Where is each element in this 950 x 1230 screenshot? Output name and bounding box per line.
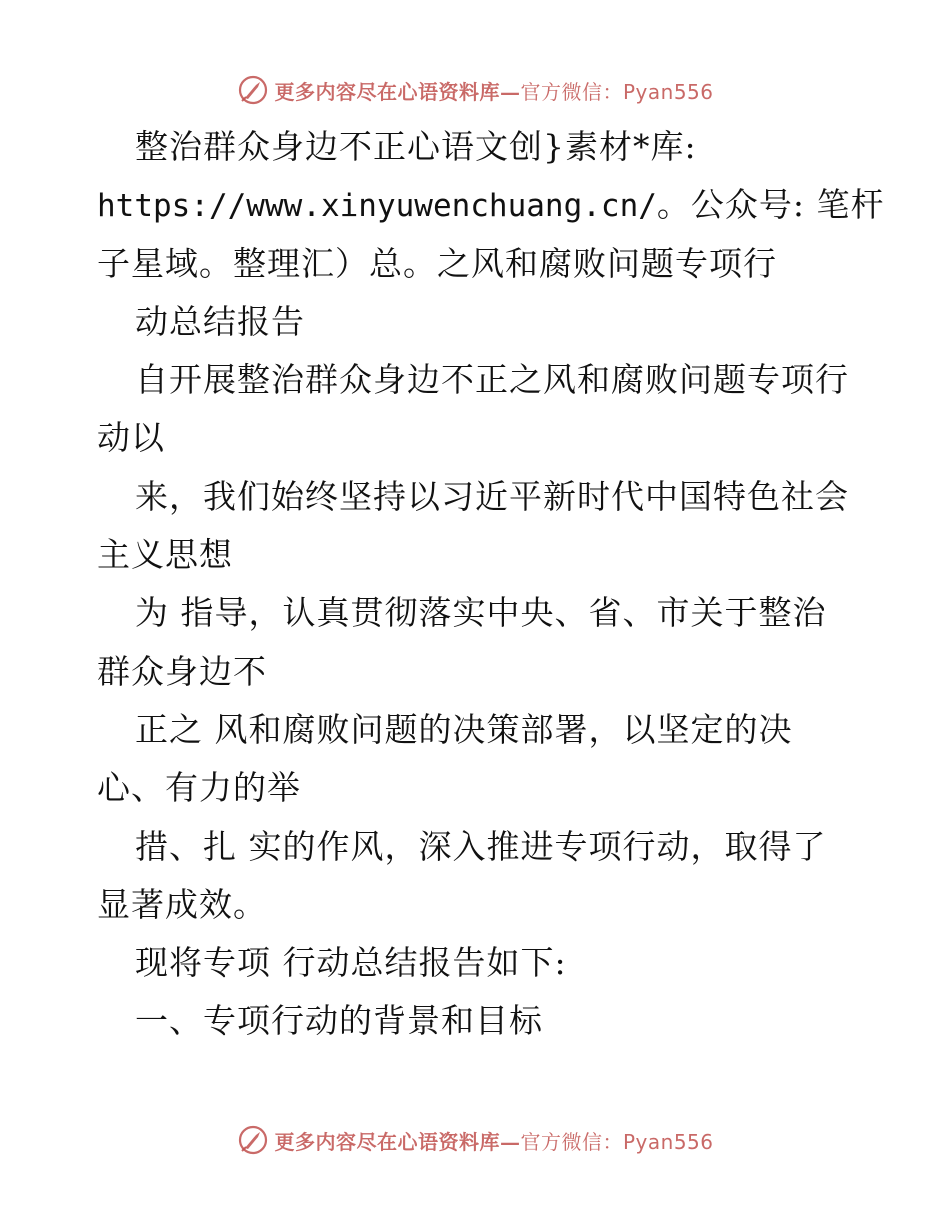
watermark-official: 官方微信： — [520, 79, 623, 104]
paragraph-line: 显著成效。 — [97, 884, 267, 924]
footer-watermark-banner — [0, 1120, 950, 1160]
watermark-dash: — — [499, 1129, 521, 1154]
watermark-dash: — — [499, 79, 521, 104]
paragraph-line: 动以 — [97, 418, 165, 458]
paragraph-line-url — [97, 176, 885, 234]
paragraph-line: 主义思想 — [97, 535, 233, 575]
watermark-official: 官方微信： — [520, 1129, 623, 1154]
quill-pen-logo-icon — [236, 1123, 270, 1157]
paragraph-line: 子星域。整理汇）总。之风和腐败问题专项行 — [97, 243, 777, 283]
header-watermark-banner — [0, 70, 950, 110]
paragraph-line: 措、扎 实的作风，深入推进专项行动，取得了 — [135, 826, 827, 866]
paragraph-line: 现将专项 行动总结报告如下: — [135, 943, 567, 983]
paragraph-line: 整治群众身边不正心语文创}素材*库: — [135, 127, 697, 166]
watermark-account: Pyan556 — [622, 1129, 714, 1154]
watermark-text — [274, 76, 713, 105]
watermark-text — [274, 1126, 713, 1155]
watermark-account: Pyan556 — [622, 79, 714, 104]
watermark-main: 更多内容尽在心语资料库 — [274, 79, 500, 104]
paragraph-line: 来，我们始终坚持以习近平新时代中国特色社会 — [135, 476, 849, 516]
paragraph-line: 心、有力的举 — [97, 768, 301, 808]
section-heading: 一、专项行动的背景和目标 — [135, 1001, 543, 1041]
paragraph-line: 群众身边不 — [97, 651, 267, 691]
paragraph-line: 正之 风和腐败问题的决策部署，以坚定的决 — [135, 709, 793, 749]
paragraph-line: 动总结报告 — [135, 301, 305, 341]
paragraph-line: 自开展整治群众身边不正之风和腐败问题专项行 — [135, 360, 849, 400]
document-body — [97, 118, 885, 1051]
paragraph-line: 为 指导，认真贯彻落实中央、省、市关于整治 — [135, 593, 827, 633]
website-url: https://www.xinyuwenchuang.cn/ — [97, 188, 657, 225]
paragraph-line-tail: 。公众号: 笔杆 — [656, 185, 885, 225]
quill-pen-logo-icon — [236, 73, 270, 107]
watermark-main: 更多内容尽在心语资料库 — [274, 1129, 500, 1154]
